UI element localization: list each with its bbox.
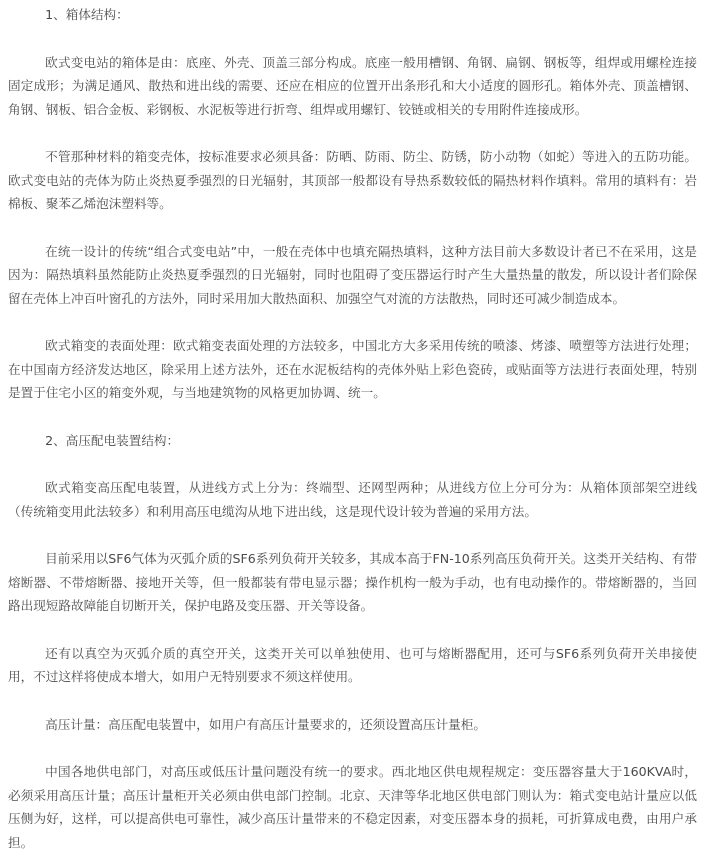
paragraph-regional-requirements: 中国各地供电部门，对高压或低压计量问题没有统一的要求。西北地区供电规程规定：变压器容量大于160KVA时，必须采用高压计量；高压计量柜开关必须由供电部门控制。北京、天津等华北地区供电部门则认为：箱式变电站计量应以低压侧为好，这样，可以提高供电可靠性，减少高压计量带来的不稳定因素，对变压器本身的损耗，可折算成电费，由用户承担。	[8, 764, 697, 850]
section-heading-hv-switchgear: 2、高压配电装置结构：	[45, 432, 180, 448]
paragraph-surface-treatment: 欧式箱变的表面处理：欧式箱变表面处理的方法较多，中国北方大多采用传统的喷漆、烤漆、喷塑等方法进行处理；在中国南方经济发达地区，除采用上述方法外，还在水泥板结构的壳体外贴上彩色瓷砖，或贴面等方法进行表面处理，特别是置于住宅小区的箱变外观，与当地建筑物的风格更加协调、统一。	[8, 338, 697, 400]
paragraph-box-components: 欧式变电站的箱体是由：底座、外壳、顶盖三部分构成。底座一般用槽钢、角钢、扁钢、钢板等，组焊或用螺栓连接固定成形；为满足通风、散热和进出线的需要、还应在相应的位置开出条形孔和大小适度的圆形孔。箱体外壳、顶盖槽钢、角钢、钢板、铝合金板、彩钢板、水泥板等进行折弯、组焊或用螺钉、铰链或相关的专用附件连接成形。	[8, 54, 697, 117]
section-heading-box-structure: 1、箱体结构：	[45, 7, 129, 22]
paragraph-hv-metering: 高压计量：高压配电装置中，如用户有高压计量要求的，还须设置高压计量柜。	[45, 716, 486, 732]
paragraph-vacuum-switch: 还有以真空为灭弧介质的真空开关，这类开关可以单独使用、也可与熔断器配用，还可与SF6系列负荷开关串接使用，不过这样将使成本增大，如用户无特别要求不须这样使用。	[8, 645, 697, 684]
paragraph-traditional-design: 在统一设计的传统“组合式变电站”中，一般在壳体中也填充隔热填料，这种方法目前大多数设计者已不在采用，这是因为：隔热填料虽然能防止炎热夏季强烈的日光辐射，同时也阻碍了变压器运行时产生大量热量的散发，所以设计者们除保留在壳体上冲百叶窗孔的方法外，同时采用加大散热面积、加强空气对流的方法散热，同时还可减少制造成本。	[8, 243, 697, 306]
paragraph-incoming-lines: 欧式箱变高压配电装置，从进线方式上分为：终端型、还网型两种；从进线方位上分可分为：从箱体顶部架空进线（传统箱变用此法较多）和利用高压电缆沟从地下进出线，这是现代设计较为普遍的采用方法。	[8, 480, 697, 519]
paragraph-sf6-switch: 目前采用以SF6气体为灭弧介质的SF6系列负荷开关较多，其成本高于FN-10系列高压负荷开关。这类开关结构、有带熔断器、不带熔断器、接地开关等，但一般都装有带电显示器；操作机构一般为手动，也有电动操作的。带熔断器的，当回路出现短路故障能自切断开关，保护电路及变压器、开关等设备。	[8, 551, 697, 613]
paragraph-five-protections: 不管那种材料的箱变壳体，按标准要求必须具备：防晒、防雨、防尘、防锈，防小动物（如蛇）等进入的五防功能。欧式变电站的壳体为防止炎热夏季强烈的日光辐射，其顶部一般都设有导热系数较低的隔热材料作填料。常用的填料有：岩棉板、聚苯乙烯泡沫塑料等。	[8, 149, 697, 211]
